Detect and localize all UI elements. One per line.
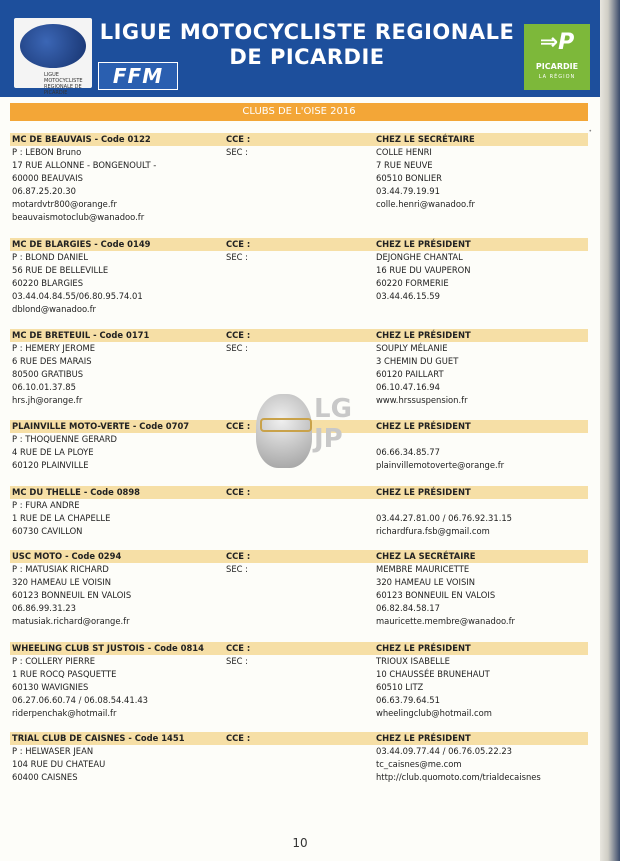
detail-line: 56 RUE DE BELLEVILLE [12, 265, 109, 275]
club-entry [10, 238, 588, 314]
detail-line: mauricette.membre@wanadoo.fr [376, 616, 515, 626]
secretary-label [226, 563, 366, 576]
detail-line: 7 RUE NEUVE [376, 160, 433, 170]
detail-line: 06.87.25.20.30 [12, 186, 76, 196]
ffm-logo: FFM [98, 62, 178, 90]
detail-line: 80500 GRATIBUS [12, 369, 84, 379]
cce-label: CCE : [226, 643, 251, 653]
club-entry [10, 732, 588, 782]
detail-line: 60400 CAISNES [12, 772, 78, 782]
club-header-bar [10, 732, 588, 745]
contact-details [376, 251, 586, 303]
section-divider: • [10, 124, 588, 134]
detail-line: P : FURA ANDRE [12, 500, 80, 510]
detail-line: 60510 BONLIER [376, 173, 443, 183]
detail-line: 320 HAMEAU LE VOISIN [12, 577, 112, 587]
detail-line: 60730 CAVILLON [12, 526, 83, 536]
detail-line: 03.44.04.84.55/06.80.95.74.01 [12, 291, 143, 301]
contact-details [376, 433, 586, 472]
contact-role: CHEZ LE PRÉSIDENT [376, 421, 471, 431]
detail-line: colle.henri@wanadoo.fr [376, 199, 476, 209]
detail-line: 6 RUE DES MARAIS [12, 356, 92, 366]
detail-line: SEC : [226, 656, 248, 666]
contact-role: CHEZ LE PRÉSIDENT [376, 643, 471, 653]
detail-line: 60000 BEAUVAIS [12, 173, 83, 183]
detail-line: tc_caisnes@me.com [376, 759, 462, 769]
detail-line: wheelingclub@hotmail.com [376, 708, 492, 718]
cce-label: CCE : [226, 551, 251, 561]
detail-line: SEC : [226, 343, 248, 353]
motorcycle-rider-icon [20, 24, 86, 68]
region-logo-sub: LA RÉGION [538, 74, 576, 80]
detail-line: 60123 BONNEUIL EN VALOIS [12, 590, 132, 600]
detail-line: COLLE HENRI [376, 147, 432, 157]
header-banner [0, 0, 600, 97]
club-details [12, 251, 222, 316]
detail-line: 06.86.99.31.23 [12, 603, 76, 613]
detail-line: 06.27.06.60.74 / 06.08.54.41.43 [12, 695, 149, 705]
secretary-label [226, 251, 366, 264]
secretary-label [226, 146, 366, 159]
detail-line: 06.66.34.85.77 [376, 447, 440, 457]
club-details [12, 342, 222, 407]
detail-line: SOUPLY MÉLANIE [376, 343, 448, 353]
cce-label: CCE : [226, 330, 251, 340]
detail-line: P : BLOND DANIEL [12, 252, 88, 262]
detail-line: 3 CHEMIN DU GUET [376, 356, 459, 366]
club-name: MC DE BRETEUIL - Code 0171 [12, 330, 150, 340]
detail-line: www.hrssuspension.fr [376, 395, 468, 405]
detail-line: 60120 PLAINVILLE [12, 460, 89, 470]
detail-line: 03.44.46.15.59 [376, 291, 440, 301]
club-name: USC MOTO - Code 0294 [12, 551, 122, 561]
contact-details [376, 563, 586, 628]
club-name: PLAINVILLE MOTO-VERTE - Code 0707 [12, 421, 190, 431]
detail-line: 104 RUE DU CHATEAU [12, 759, 106, 769]
detail-line: 17 RUE ALLONNE - BONGENOULT - [12, 160, 157, 170]
club-details [12, 433, 222, 472]
club-name: TRIAL CLUB DE CAISNES - Code 1451 [12, 733, 185, 743]
detail-line: motardvtr800@orange.fr [12, 199, 117, 209]
detail-line: SEC : [226, 564, 248, 574]
detail-line: 16 RUE DU VAUPERON [376, 265, 471, 275]
club-details [12, 563, 222, 628]
detail-line: 60220 FORMERIE [376, 278, 449, 288]
contact-role: CHEZ LE PRÉSIDENT [376, 733, 471, 743]
club-details [12, 146, 222, 224]
secretary-label [226, 655, 366, 668]
detail-line: 60510 LITZ [376, 682, 424, 692]
contact-role: CHEZ LE PRÉSIDENT [376, 487, 471, 497]
club-entry [10, 133, 588, 222]
detail-line: SEC : [226, 147, 248, 157]
detail-line: plainvillemotoverte@orange.fr [376, 460, 505, 470]
detail-line: matusiak.richard@orange.fr [12, 616, 130, 626]
detail-line: DEJONGHE CHANTAL [376, 252, 463, 262]
picardie-mark-icon: ⇒P [539, 30, 575, 55]
detail-line: beauvaismotoclub@wanadoo.fr [12, 212, 145, 222]
club-header-bar [10, 486, 588, 499]
detail-line: P : HELWASER JEAN [12, 746, 94, 756]
club-header-bar [10, 238, 588, 251]
detail-line: riderpenchak@hotmail.fr [12, 708, 117, 718]
contact-details [376, 342, 586, 407]
contact-role: CHEZ LE SECRÉTAIRE [376, 134, 475, 144]
cce-label: CCE : [226, 733, 251, 743]
page-edge [600, 0, 620, 861]
glasses-icon [260, 418, 312, 432]
contact-role: CHEZ LE PRÉSIDENT [376, 239, 471, 249]
title-line-1: LIGUE MOTOCYCLISTE REGIONALE [99, 20, 515, 44]
detail-line: P : HEMERY JEROME [12, 343, 96, 353]
detail-line: 1 RUE DE LA CHAPELLE [12, 513, 111, 523]
detail-line: 1 RUE ROCQ PASQUETTE [12, 669, 117, 679]
detail-line: P : COLLERY PIERRE [12, 656, 96, 666]
detail-line: SEC : [226, 252, 248, 262]
watermark [252, 388, 362, 472]
club-name: MC DE BEAUVAIS - Code 0122 [12, 134, 151, 144]
contact-details [376, 146, 586, 211]
detail-line: TRIOUX ISABELLE [376, 656, 450, 666]
club-name: MC DU THELLE - Code 0898 [12, 487, 141, 497]
detail-line: 03.44.09.77.44 / 06.76.05.22.23 [376, 746, 513, 756]
club-header-bar [10, 550, 588, 563]
contact-details [376, 655, 586, 720]
page-number: 10 [292, 836, 308, 850]
contact-details [376, 499, 586, 538]
detail-line: richardfura.fsb@gmail.com [376, 526, 490, 536]
watermark-text: LG JP [314, 394, 352, 454]
secretary-label [226, 342, 366, 355]
contact-role: CHEZ LA SECRÉTAIRE [376, 551, 476, 561]
detail-line: 4 RUE DE LA PLOYE [12, 447, 94, 457]
detail-line: P : THOQUENNE GERARD [12, 434, 117, 444]
detail-line: 10 CHAUSSÉE BRUNEHAUT [376, 669, 490, 679]
contact-details [376, 745, 586, 784]
section-title: CLUBS DE L'OISE 2016 [10, 103, 588, 121]
detail-line: 60123 BONNEUIL EN VALOIS [376, 590, 496, 600]
detail-line: 06.82.84.58.17 [376, 603, 440, 613]
detail-line: 03.44.27.81.00 / 06.76.92.31.15 [376, 513, 513, 523]
cce-label: CCE : [226, 421, 251, 431]
detail-line: dblond@wanadoo.fr [12, 304, 96, 314]
club-header-bar [10, 133, 588, 146]
club-entry [10, 642, 588, 718]
page-title [98, 20, 516, 70]
club-name: WHEELING CLUB ST JUSTOIS - Code 0814 [12, 643, 204, 653]
title-line-2: DE PICARDIE [229, 45, 385, 69]
contact-role: CHEZ LE PRÉSIDENT [376, 330, 471, 340]
detail-line: 06.63.79.64.51 [376, 695, 440, 705]
detail-line [376, 433, 586, 446]
detail-line: 06.10.47.16.94 [376, 382, 440, 392]
ligue-logo [14, 18, 92, 96]
cce-label: CCE : [226, 487, 251, 497]
club-details [12, 655, 222, 720]
detail-line: 60220 BLARGIES [12, 278, 84, 288]
cce-label: CCE : [226, 239, 251, 249]
ligue-logo-text: LIGUE MOTOCYCLISTE REGIONALE DE PICARDIE [44, 72, 83, 96]
detail-line: http://club.quomoto.com/trialdecaisnes [376, 772, 541, 782]
region-logo-name: PICARDIE [535, 62, 579, 71]
detail-line: 60130 WAVIGNIES [12, 682, 89, 692]
club-entry [10, 329, 588, 405]
club-details [12, 745, 222, 784]
detail-line: 03.44.79.19.91 [376, 186, 440, 196]
detail-line: 60120 PAILLART [376, 369, 444, 379]
club-name: MC DE BLARGIES - Code 0149 [12, 239, 151, 249]
detail-line: 06.10.01.37.85 [12, 382, 76, 392]
club-details [12, 499, 222, 538]
detail-line: hrs.jh@orange.fr [12, 395, 83, 405]
club-header-bar [10, 642, 588, 655]
detail-line: 320 HAMEAU LE VOISIN [376, 577, 476, 587]
club-entry [10, 550, 588, 626]
picardie-region-logo [524, 24, 590, 90]
club-entry [10, 486, 588, 536]
detail-line [376, 499, 586, 512]
detail-line: MEMBRE MAURICETTE [376, 564, 470, 574]
detail-line: P : MATUSIAK RICHARD [12, 564, 109, 574]
club-header-bar [10, 329, 588, 342]
cce-label: CCE : [226, 134, 251, 144]
detail-line: P : LEBON Bruno [12, 147, 82, 157]
